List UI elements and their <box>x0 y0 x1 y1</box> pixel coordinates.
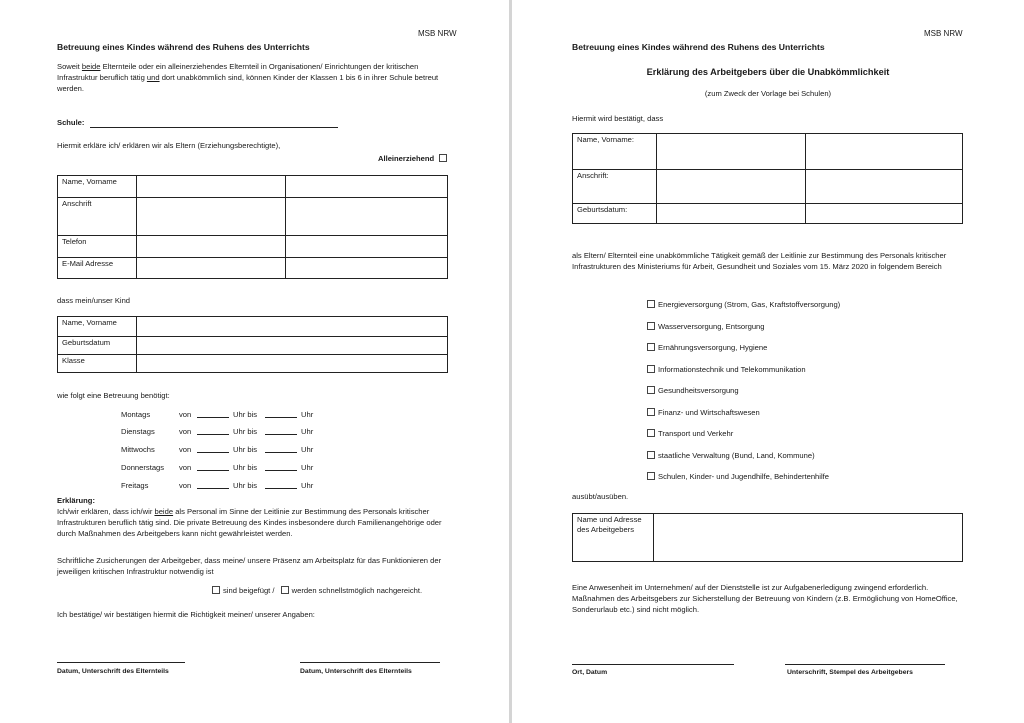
intro-text-2: beide <box>81 62 101 71</box>
parents-row-label: Telefon <box>58 236 137 258</box>
sector-option[interactable] <box>647 365 840 387</box>
signature-line-right[interactable] <box>300 662 440 663</box>
sector-option[interactable] <box>647 408 840 430</box>
sector-option[interactable] <box>647 451 840 473</box>
schedule-until-field[interactable] <box>265 462 297 471</box>
page-subnote: (zum Zweck der Vorlage bei Schulen) <box>704 89 832 98</box>
person-row-label: Geburtsdatum: <box>573 204 657 224</box>
single-parent-label: Alleinerziehend <box>378 154 435 163</box>
declaration-text-1: Ich/wir erklären, dass ich/wir <box>57 507 155 516</box>
declaration-text <box>57 507 452 539</box>
sector-label: Schulen, Kinder- und Jugendhilfe, Behindertenhilfe <box>658 472 829 481</box>
sector-label: Finanz- und Wirtschaftswesen <box>658 407 760 417</box>
schedule-until-field[interactable] <box>265 409 297 418</box>
sector-checkbox[interactable] <box>647 386 655 394</box>
single-parent-checkbox[interactable] <box>439 154 447 162</box>
sector-option[interactable] <box>647 322 840 344</box>
sector-checkbox[interactable] <box>647 300 655 308</box>
person1-name-cell[interactable] <box>657 134 806 170</box>
person2-name-cell[interactable] <box>806 134 963 170</box>
schedule-from-field[interactable] <box>197 444 229 453</box>
signature-line-left[interactable] <box>57 662 185 663</box>
activity-text: als Eltern/ Elternteil eine unabkömmliche Tätigkeit gemäß der Leitlinie zur Bestimmung des Personals kritischer Infrastrukturen des Ministeriums für Arbeit, Gesundheit und Soziales vom 15. März 2020 in folgendem Bereich <box>572 251 947 271</box>
parent1-email-cell[interactable] <box>137 258 286 279</box>
confirm-text: Hiermit wird bestätigt, dass <box>572 114 664 123</box>
attached-checkbox[interactable] <box>212 586 220 594</box>
sector-checkbox[interactable] <box>647 365 655 373</box>
page-title: Betreuung eines Kindes während des Ruhens des Unterrichts <box>57 42 310 52</box>
parent2-email-cell[interactable] <box>286 258 448 279</box>
sector-option[interactable] <box>647 386 840 408</box>
sector-label: Ernährungsversorgung, Hygiene <box>658 343 768 352</box>
school-field[interactable] <box>90 118 338 128</box>
parent2-name-cell[interactable] <box>286 176 448 198</box>
person-table <box>572 133 963 224</box>
child-name-cell[interactable] <box>137 317 448 337</box>
child-birthdate-cell[interactable] <box>137 337 448 355</box>
employer-cell[interactable] <box>654 514 963 562</box>
schedule-from-label: von <box>179 427 192 437</box>
schedule-day: Montags <box>121 409 151 419</box>
schedule-until-label: Uhr bis <box>233 409 258 419</box>
intro-text-5: dort unabkömmlich sind, können Kinder der Klassen 1 bis 6 in ihrer Schule betreut werden. <box>57 72 439 93</box>
signature-label-left: Datum, Unterschrift des Elternteils <box>57 668 169 675</box>
parents-row-label: Anschrift <box>58 198 137 236</box>
sector-checkbox[interactable] <box>647 429 655 437</box>
intro-text-3: Elternteile oder ein alleinerziehendes Elternteil in Organisationen/ Einrichtungen der kritischen Infrastruktur beruflich tätig <box>57 62 419 82</box>
confirm-text: Ich bestätige/ wir bestätigen hiermit die Richtigkeit meiner/ unserer Angaben: <box>57 610 315 619</box>
signature-line-right[interactable] <box>785 664 945 665</box>
schedule-until-label: Uhr bis <box>233 427 258 437</box>
schedule-from-label: von <box>179 462 192 472</box>
signature-line-left[interactable] <box>572 664 734 665</box>
sector-label: Wasserversorgung, Entsorgung <box>658 321 765 331</box>
later-checkbox[interactable] <box>281 586 289 594</box>
schedule-until-label: Uhr bis <box>233 445 258 455</box>
single-parent-option[interactable] <box>378 154 450 165</box>
schedule-until-field[interactable] <box>265 444 297 453</box>
schedule-row <box>121 442 313 460</box>
schedule-from-field[interactable] <box>197 480 229 489</box>
schedule-row <box>121 406 313 424</box>
page-subtitle: Erklärung des Arbeitgebers über die Unabkömmlichkeit <box>646 67 890 77</box>
person1-birthdate-cell[interactable] <box>657 204 806 224</box>
sector-checkbox[interactable] <box>647 451 655 459</box>
schedule-from-field[interactable] <box>197 462 229 471</box>
schedule-day: Donnerstags <box>121 462 165 472</box>
schedule-from-label: von <box>179 445 192 455</box>
schedule-clock-label: Uhr <box>301 409 314 419</box>
child-intro: dass mein/unser Kind <box>57 296 131 305</box>
attachment-options <box>212 586 422 597</box>
person2-address-cell[interactable] <box>806 170 963 204</box>
attached-label: sind beigefügt / <box>223 586 275 595</box>
declaration-text-2: beide <box>154 507 174 516</box>
signature-label-left: Ort, Datum <box>572 669 608 676</box>
schedule-clock-label: Uhr <box>301 445 314 455</box>
presence-text: Eine Anwesenheit im Unternehmen/ auf der Dienststelle ist zur Aufgabenerledigung zwingend erforderlich. Maßnahmen des Arbeitsgebers zur Sicherstellung der Betreuung von Kindern (z.B. Ermöglichung von HomeOffice, Sonderurlaub etc.) sind nicht möglich. <box>572 583 958 614</box>
parent2-address-cell[interactable] <box>286 198 448 236</box>
signature-label-right: Datum, Unterschrift des Elternteils <box>300 668 412 675</box>
sector-option[interactable] <box>647 343 840 365</box>
child-row-label: Klasse <box>58 355 137 373</box>
person1-address-cell[interactable] <box>657 170 806 204</box>
schedule-row <box>121 459 313 477</box>
schedule-until-field[interactable] <box>265 426 297 435</box>
intro-paragraph <box>57 62 449 94</box>
child-table <box>57 316 448 373</box>
page-employer-form <box>512 0 1024 723</box>
sector-label: Energieversorgung (Strom, Gas, Kraftstoffversorgung) <box>658 300 841 309</box>
child-row-label: Name, Vorname <box>58 317 137 337</box>
schedule-clock-label: Uhr <box>301 480 314 490</box>
schedule-until-label: Uhr bis <box>233 462 258 472</box>
schedule-from-field[interactable] <box>197 409 229 418</box>
signature-label-right: Unterschrift, Stempel des Arbeitgebers <box>787 669 913 676</box>
page-title: Betreuung eines Kindes während des Ruhens des Unterrichts <box>572 42 825 52</box>
schedule-clock-label: Uhr <box>301 462 314 472</box>
schedule-from-field[interactable] <box>197 426 229 435</box>
sector-label: staatliche Verwaltung (Bund, Land, Kommune) <box>658 450 815 460</box>
person-row-label: Anschrift: <box>573 170 657 204</box>
sector-label: Gesundheitsversorgung <box>658 386 739 395</box>
later-label: werden schnellstmöglich nachgereicht. <box>291 586 423 595</box>
sector-list <box>647 300 840 494</box>
sector-label: Transport und Verkehr <box>658 429 734 438</box>
sector-checkbox[interactable] <box>647 408 655 416</box>
schedule-from-label: von <box>179 480 192 490</box>
employer-label: Name und Adresse des Arbeitgebers <box>573 514 654 562</box>
child-row-label: Geburtsdatum <box>58 337 137 355</box>
assurance-text: Schriftliche Zusicherungen der Arbeitgeber, dass meine/ unsere Präsenz am Arbeitsplatz für das Funktionieren der jeweiligen kritischen Infrastruktur notwendig ist <box>57 556 442 576</box>
schedule-from-label: von <box>179 409 192 419</box>
schedule-clock-label: Uhr <box>301 427 314 437</box>
parent1-address-cell[interactable] <box>137 198 286 236</box>
sector-label: Informationstechnik und Telekommunikation <box>658 364 806 374</box>
page-tag: MSB NRW <box>924 29 963 38</box>
employer-table <box>572 513 963 562</box>
sector-option[interactable] <box>647 429 840 451</box>
schedule-row <box>121 477 313 495</box>
person2-birthdate-cell[interactable] <box>806 204 963 224</box>
person-row-label: Name, Vorname: <box>573 134 657 170</box>
parents-row-label: Name, Vorname <box>58 176 137 198</box>
schedule-day: Mittwochs <box>121 445 155 455</box>
sector-checkbox[interactable] <box>647 322 655 330</box>
declare-text: Hiermit erkläre ich/ erklären wir als Eltern (Erziehungsberechtigte), <box>57 141 281 150</box>
schedule-until-field[interactable] <box>265 480 297 489</box>
schedule-row <box>121 424 313 442</box>
intro-text-4: und <box>146 72 160 82</box>
parent2-phone-cell[interactable] <box>286 236 448 258</box>
child-class-cell[interactable] <box>137 355 448 373</box>
declaration-heading: Erklärung: <box>57 496 95 505</box>
care-schedule <box>121 406 313 495</box>
sector-option[interactable] <box>647 472 840 494</box>
parents-row-label: E-Mail Adresse <box>58 258 137 279</box>
sector-checkbox[interactable] <box>647 343 655 351</box>
parent1-name-cell[interactable] <box>137 176 286 198</box>
declaration-text-3: als Personal im Sinne der Leitlinie zur Bestimmung des Personals kritischer Infrastrukturen beruflich tätig sind. Die private Betreuung des Kindes insbesondere durch Familienangehörige oder durch Maßnahmen des Arbeitgebers kann nicht gewährleistet werden. <box>57 507 442 538</box>
page-parent-form <box>0 0 509 723</box>
page-tag: MSB NRW <box>418 29 457 38</box>
schedule-day: Freitags <box>121 480 149 490</box>
schedule-day: Dienstags <box>121 427 155 437</box>
exercises-text: ausübt/ausüben. <box>572 492 629 501</box>
school-label: Schule: <box>57 118 85 127</box>
parents-table <box>57 175 448 279</box>
intro-text-1: Soweit <box>57 62 82 71</box>
sector-option[interactable] <box>647 300 840 322</box>
sector-checkbox[interactable] <box>647 472 655 480</box>
schedule-until-label: Uhr bis <box>233 480 258 490</box>
care-intro: wie folgt eine Betreuung benötigt: <box>57 391 170 400</box>
parent1-phone-cell[interactable] <box>137 236 286 258</box>
